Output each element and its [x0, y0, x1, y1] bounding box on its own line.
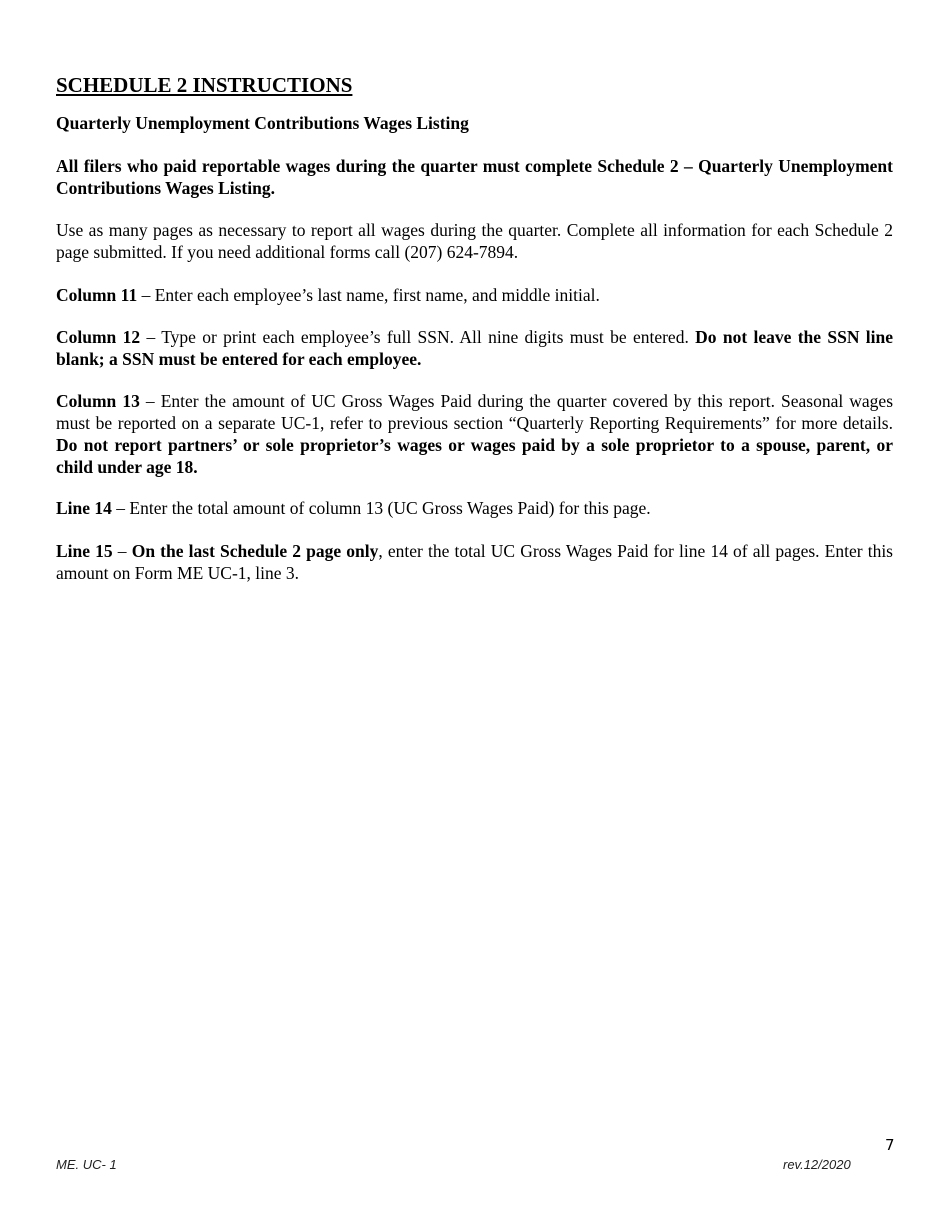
column-12-bold-text: Do not leave the SSN line blank; a SSN must be entered for each employee. [56, 327, 894, 369]
line-15-bold-text: On the last Schedule 2 page only [131, 541, 379, 561]
line-15-dash: – [112, 541, 132, 561]
column-13-bold-text: Do not report partners’ or sole proprietor’s wages or wages paid by a sole proprietor to a spouse, parent, or child under age 18. [56, 435, 893, 477]
page-subtitle: Quarterly Unemployment Contributions Wages Listing [56, 113, 469, 133]
page-number: 7 [885, 1136, 895, 1154]
column-13-label: Column 13 [56, 391, 140, 411]
column-12-text: – Type or print each employee’s full SSN. All nine digits must be entered. [140, 327, 696, 347]
column-12-label: Column 12 [56, 327, 141, 347]
column-13-text: – Enter the amount of UC Gross Wages Paid during the quarter covered by this report. Seasonal wages must be reported on a separate UC-1, refer to previous section “Quarterly Reporting Requirements” for more details. [56, 391, 893, 433]
column-11-text: – Enter each employee’s last name, first name, and middle initial. [137, 285, 600, 305]
line-14-instruction [56, 497, 893, 519]
line-14-text: – Enter the total amount of column 13 (UC Gross Wages Paid) for this page. [111, 498, 651, 518]
column-13-instruction [56, 390, 893, 478]
line-14-label: Line 14 [56, 498, 112, 518]
page-title: SCHEDULE 2 INSTRUCTIONS [56, 73, 353, 97]
intro-paragraph: Use as many pages as necessary to report all wages during the quarter. Complete all information for each Schedule 2 page submitted. If you need additional forms call (207) 624-7894. [56, 220, 893, 262]
intro-bold-paragraph: All filers who paid reportable wages during the quarter must complete Schedule 2 – Quarterly Unemployment Contributions Wages Listing. [56, 156, 893, 198]
column-11-label: Column 11 [56, 285, 138, 305]
line-15-text: , enter the total UC Gross Wages Paid for line 14 of all pages. Enter this amount on Form ME UC-1, line 3. [56, 541, 893, 583]
column-12-instruction [56, 326, 893, 370]
line-15-instruction [56, 540, 893, 584]
footer-revision: rev.12/2020 [783, 1157, 851, 1172]
footer-form-id: ME. UC- 1 [56, 1157, 117, 1172]
column-11-instruction [56, 284, 893, 306]
line-15-label: Line 15 [56, 541, 113, 561]
